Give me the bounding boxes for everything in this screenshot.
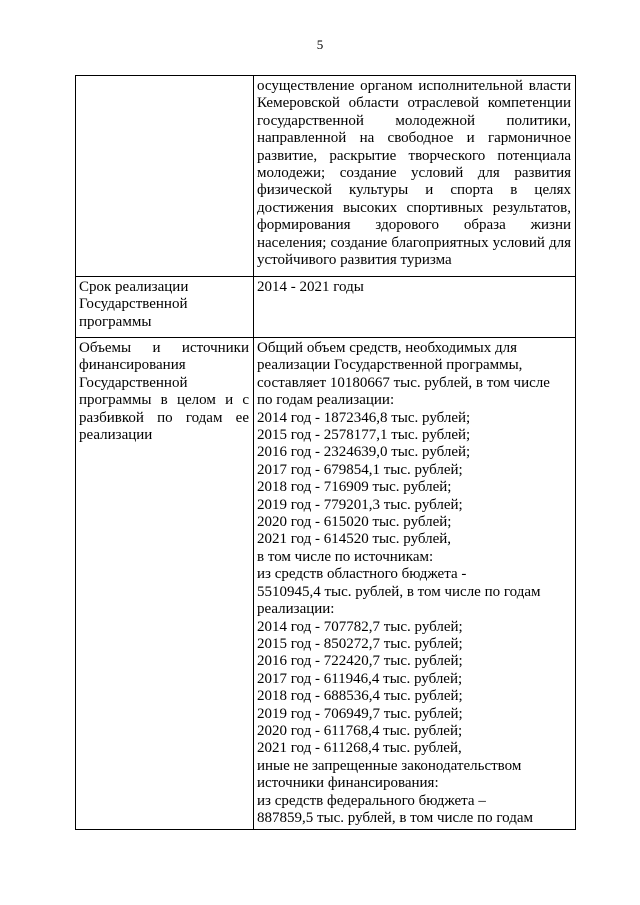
term-label-cell: Срок реализации Государственной программы (76, 277, 254, 338)
funding-line: 2016 год - 2324639,0 тыс. рублей; (257, 444, 471, 461)
funding-line: 2018 год - 688536,4 тыс. рублей; (257, 688, 463, 705)
term-value-cell: 2014 - 2021 годы (254, 277, 576, 338)
funding-line: 2014 год - 1872346,8 тыс. рублей; (257, 409, 471, 426)
funding-line: 2020 год - 615020 тыс. рублей; (257, 514, 452, 531)
funding-line: иные не запрещенные законодательством (257, 757, 522, 774)
funding-value-cell (254, 338, 576, 830)
funding-line: Общий объем средств, необходимых для (257, 340, 518, 356)
funding-line: 2015 год - 850272,7 тыс. рублей; (257, 635, 463, 652)
funding-line: 2018 год - 716909 тыс. рублей; (257, 479, 452, 496)
funding-line: 2017 год - 679854,1 тыс. рублей; (257, 461, 463, 478)
table-row-goals (76, 76, 576, 277)
funding-line: 887859,5 тыс. рублей, в том числе по годам (257, 809, 533, 826)
funding-line: из средств федерального бюджета – (257, 792, 486, 809)
funding-line: 2019 год - 779201,3 тыс. рублей; (257, 496, 463, 513)
goals-label-cell (76, 76, 254, 277)
funding-line: 2014 год - 707782,7 тыс. рублей; (257, 618, 463, 635)
funding-line: 2020 год - 611768,4 тыс. рублей; (257, 722, 463, 739)
goals-text-cell: осуществление органом исполнительной власти Кемеровской области отраслевой компетенции государственной молодежной политики, направленной на свободное и гармоничное развитие, раскрытие творческого потенциала молодежи; создание условий для развития физической культуры и спорта в целях достижения высоких спортивных результатов, формирования здорового образа жизни населения; создание благоприятных условий для устойчивого развития туризма (254, 76, 576, 277)
funding-line: реализации Государственной программы, (257, 357, 523, 374)
page-number: 5 (316, 37, 324, 52)
table-row-term (76, 277, 576, 338)
funding-line: 5510945,4 тыс. рублей, в том числе по годам (257, 583, 541, 600)
funding-label-cell: Объемы и источники финансирования Государственной программы в целом и с разбивкой по годам ее реализации (76, 338, 254, 830)
funding-line: 2021 год - 614520 тыс. рублей, (257, 531, 452, 548)
funding-line: источники финансирования: (257, 775, 439, 792)
funding-line: по годам реализации: (257, 392, 395, 409)
table-row-funding (76, 338, 576, 830)
funding-line: 2017 год - 611946,4 тыс. рублей; (257, 670, 463, 687)
funding-line: составляет 10180667 тыс. рублей, в том числе (257, 374, 550, 391)
funding-line: реализации: (257, 601, 335, 618)
funding-line: 2021 год - 611268,4 тыс. рублей, (257, 740, 462, 757)
program-passport-table (75, 75, 576, 830)
funding-line: в том числе по источникам: (257, 548, 434, 565)
funding-line: из средств областного бюджета - (257, 566, 467, 583)
funding-line: 2015 год - 2578177,1 тыс. рублей; (257, 427, 471, 444)
funding-line: 2016 год - 722420,7 тыс. рублей; (257, 653, 463, 670)
funding-line: 2019 год - 706949,7 тыс. рублей; (257, 705, 463, 722)
